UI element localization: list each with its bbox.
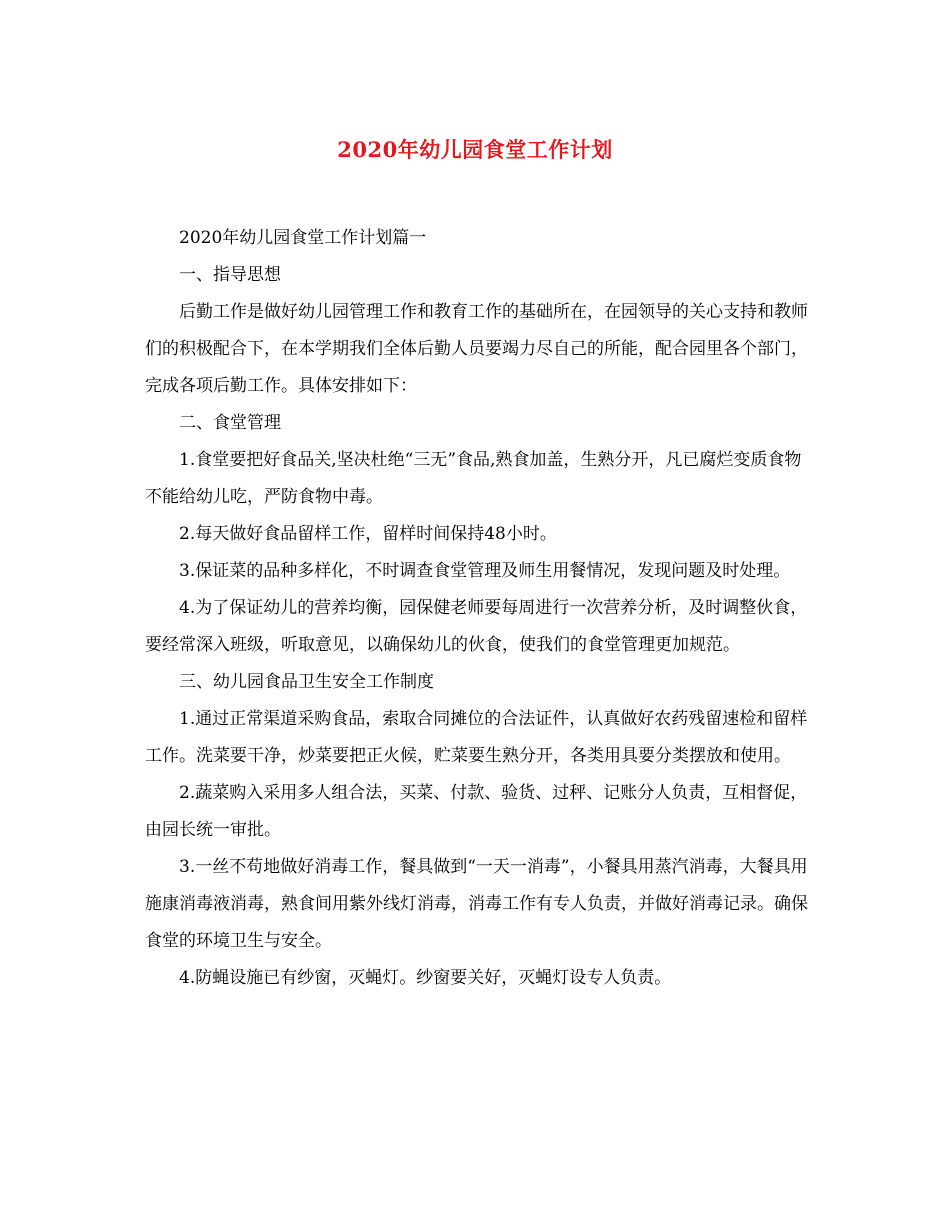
- list-item: 3.一丝不苟地做好消毒工作，餐具做到“一天一消毒”，小餐具用蒸汽消毒，大餐具用施康消毒液消毒，熟食间用紫外线灯消毒，消毒工作有专人负责，并做好消毒记录。确保食堂的环境卫生与安全。: [145, 857, 808, 951]
- section-heading-guiding-ideology: 一、指导思想: [179, 265, 281, 285]
- list-item: 4.防蝇设施已有纱窗，灭蝇灯。纱窗要关好，灭蝇灯设专人负责。: [179, 968, 672, 988]
- section-heading-canteen-management: 二、食堂管理: [179, 413, 281, 433]
- section-heading-food-safety: 三、幼儿园食品卫生安全工作制度: [179, 672, 434, 692]
- list-item: 2.蔬菜购入采用多人组合法，买菜、付款、验货、过秤、记账分人负责，互相督促，由园长统一审批。: [145, 783, 808, 840]
- list-item: 1.食堂要把好食品关,坚决杜绝“三无”食品,熟食加盖，生熟分开，凡已腐烂变质食物不能给幼儿吃，严防食物中毒。: [145, 450, 802, 507]
- document-title: 2020年幼儿园食堂工作计划: [337, 137, 613, 162]
- list-item: 2.每天做好食品留样工作，留样时间保持48小时。: [179, 524, 557, 544]
- list-item: 3.保证菜的品种多样化，不时调查食堂管理及师生用餐情况，发现问题及时处理。: [179, 561, 791, 581]
- list-item: 4.为了保证幼儿的营养均衡，园保健老师要每周进行一次营养分析，及时调整伙食，要经常深入班级，听取意见，以确保幼儿的伙食，使我们的食堂管理更加规范。: [145, 598, 808, 655]
- document-body: [145, 220, 810, 997]
- list-item: 1.通过正常渠道采购食品，索取合同摊位的合法证件，认真做好农药残留速检和留样工作。洗菜要干净，炒菜要把正火候，贮菜要生熟分开，各类用具要分类摆放和使用。: [145, 709, 808, 766]
- subtitle-heading: 2020年幼儿园食堂工作计划篇一: [179, 228, 427, 248]
- paragraph: 后勤工作是做好幼儿园管理工作和教育工作的基础所在，在园领导的关心支持和教师们的积极配合下，在本学期我们全体后勤人员要竭力尽自己的所能，配合园里各个部门，完成各项后勤工作。具体安排如下：: [145, 302, 808, 396]
